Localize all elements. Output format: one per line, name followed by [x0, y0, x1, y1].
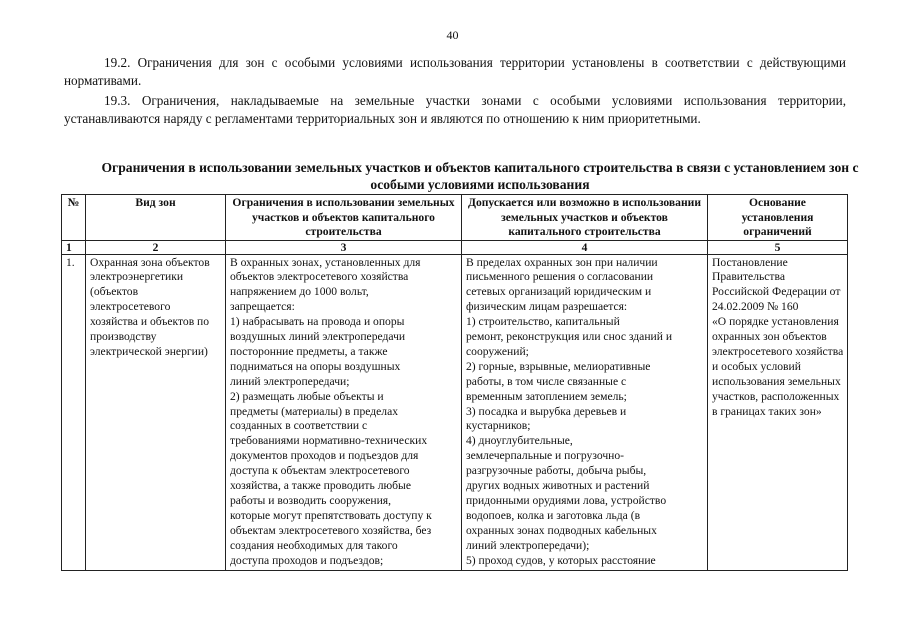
- cell-line: разгрузочные работы, добыча рыбы,: [466, 464, 647, 478]
- cell-line: требованиями нормативно-технических: [230, 434, 428, 448]
- cell-line: 24.02.2009 № 160: [712, 300, 799, 314]
- cell-line: 5) проход судов, у которых расстояние: [466, 553, 656, 567]
- basis-text: [712, 256, 843, 568]
- cell-line: созданных в соответствии с: [230, 419, 368, 433]
- cell-line: хозяйства, а также проводить любые: [230, 479, 411, 493]
- column-number: 5: [708, 240, 848, 254]
- cell-line: придонными орудиями лова, устройство: [466, 494, 667, 507]
- cell-line: объектам электросетевого хозяйства, без: [230, 523, 432, 537]
- table-header-row: [62, 195, 848, 241]
- cell-line: 2) горные, взрывные, мелиоративные: [466, 359, 651, 373]
- cell-line: 1) набрасывать на провода и опоры: [230, 315, 405, 329]
- cell-line: 3) посадка и вырубка деревьев и: [466, 404, 627, 418]
- cell-line: линий электропередачи);: [466, 538, 590, 552]
- cell-line: временным затоплением земель;: [466, 389, 627, 403]
- cell-line: 4) дноуглубительные,: [466, 434, 573, 448]
- column-number: 2: [86, 240, 226, 254]
- cell-line: создания необходимых для такого: [230, 538, 398, 552]
- cell-line: электросетевого хозяйства: [712, 344, 843, 358]
- row-number: 1.: [62, 254, 86, 570]
- column-number: 4: [462, 240, 708, 254]
- cell-line: землечерпальные и погрузочно-: [466, 449, 625, 463]
- allowed-cell: [462, 254, 708, 570]
- cell-line: запрещается:: [230, 300, 295, 314]
- column-number-row: [62, 240, 848, 254]
- cell-line: других водных животных и растений: [466, 479, 650, 493]
- header-cell-basis: Основание установления ограничений: [708, 195, 848, 241]
- cell-line: документов проходов и подъездов для: [230, 449, 419, 463]
- restrictions-text: [230, 256, 457, 568]
- cell-line: подниматься на опоры воздушных: [230, 359, 401, 373]
- paragraph-number: 19.2.: [104, 55, 131, 70]
- cell-line: напряжением до 1000 вольт,: [230, 285, 369, 299]
- basis-cell: [708, 254, 848, 570]
- table-row: [62, 254, 848, 570]
- allowed-text: [466, 256, 703, 568]
- cell-line: использования земельных: [712, 374, 841, 388]
- paragraph-text: Ограничения для зон с особыми условиями использования территории установлены в соответствии с действующими нормативами.: [64, 55, 846, 88]
- header-cell-restrictions: Ограничения в использовании земельных участков и объектов капитального строительства: [226, 195, 462, 241]
- cell-line: и особых условий: [712, 359, 801, 373]
- cell-line: 1) строительство, капитальный: [466, 315, 620, 329]
- paragraph-19-2: [64, 54, 846, 90]
- cell-line: 2) размещать любые объекты и: [230, 389, 384, 403]
- restrictions-table: [61, 194, 848, 571]
- cell-line: Правительства: [712, 270, 785, 284]
- cell-line: объектов электросетевого хозяйства: [230, 270, 409, 284]
- column-number: 1: [62, 240, 86, 254]
- header-cell-allowed: Допускается или возможно в использовании земельных участков и объектов капитального строительства: [462, 195, 708, 241]
- cell-line: «О порядке установления: [712, 315, 839, 329]
- cell-line: В пределах охранных зон при наличии: [466, 255, 658, 269]
- cell-line: письменного решения о согласовании: [466, 270, 654, 284]
- cell-line: работы, в том числе связанные с: [466, 374, 627, 388]
- cell-line: В охранных зонах, установленных для: [230, 255, 421, 269]
- cell-line: кустарников;: [466, 419, 531, 433]
- cell-line: ремонт, реконструкция или снос зданий и: [466, 330, 673, 344]
- cell-line: доступа к объектам электросетевого: [230, 464, 410, 478]
- cell-line: физическим лицам разрешается:: [466, 300, 628, 314]
- paragraph-text: Ограничения, накладываемые на земельные участки зонами с особыми условиями использования территории, устанавливаются наряду с регламентами территориальных зон и являются по отношению к ним приоритетными.: [64, 93, 847, 126]
- cell-line: сооружений;: [466, 344, 529, 358]
- cell-line: в границах таких зон»: [712, 404, 822, 418]
- cell-line: работы и возводить сооружения,: [230, 494, 391, 507]
- zone-type-cell: [86, 254, 226, 570]
- restrictions-cell: [226, 254, 462, 570]
- cell-line: водопоев, колка и заготовка льда (в: [466, 508, 641, 522]
- zone-type-text: Охранная зона объектов электроэнергетики (объектов электросетевого хозяйства и объектов по производству электрической энергии): [90, 255, 210, 358]
- cell-line: Российской Федерации от: [712, 285, 841, 299]
- paragraph-number: 19.3.: [104, 93, 131, 108]
- cell-line: линий электропередачи;: [230, 374, 350, 388]
- cell-line: доступа проходов и подъездов;: [230, 553, 384, 567]
- page-number: 40: [446, 28, 459, 42]
- cell-line: которые могут препятствовать доступу к: [230, 508, 432, 522]
- cell-line: предметы (материалы) в пределах: [230, 404, 399, 418]
- paragraph-19-3: [64, 92, 846, 128]
- cell-line: сетевых организаций юридическим и: [466, 285, 652, 299]
- cell-line: Постановление: [712, 255, 788, 269]
- cell-line: участков, расположенных: [712, 389, 840, 403]
- table-title: Ограничения в использовании земельных участков и объектов капитального строительства в связи с установлением зон с особыми условиями использования: [101, 160, 859, 192]
- cell-line: охранных зонах подводных кабельных: [466, 523, 657, 537]
- cell-line: охранных зон объектов: [712, 330, 827, 344]
- column-number: 3: [226, 240, 462, 254]
- cell-line: воздушных линий электропередачи: [230, 330, 406, 344]
- header-cell-number: №: [62, 195, 86, 241]
- cell-line: посторонние предметы, а также: [230, 344, 388, 358]
- header-cell-zone-type: Вид зон: [86, 195, 226, 241]
